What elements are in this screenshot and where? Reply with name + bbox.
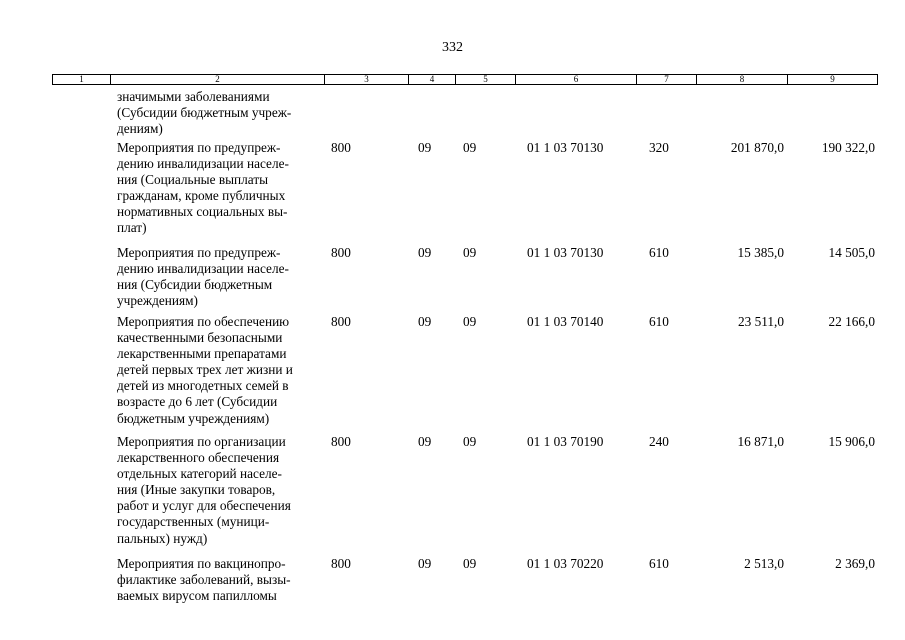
- col8-value: 23 511,0: [737, 314, 784, 329]
- header-col-4: 4: [409, 75, 456, 84]
- description-line: бюджетным учреждениям): [117, 410, 270, 426]
- col9-value: 2 369,0: [835, 556, 875, 571]
- description-line: дениям): [117, 121, 163, 137]
- description-line: ния (Социальные выплаты: [117, 172, 269, 188]
- description-line: значимыми заболеваниями: [117, 89, 270, 104]
- header-col-6: 6: [516, 75, 637, 84]
- header-col-3: 3: [325, 75, 409, 84]
- col6-value: 01 1 03 70130: [527, 245, 604, 260]
- description-line: нормативных социальных вы-: [117, 204, 288, 220]
- table-header: [52, 74, 878, 85]
- description-line: возрасте до 6 лет (Субсидии: [117, 394, 278, 410]
- description-line: филактике заболеваний, вызы-: [117, 572, 291, 588]
- description-line: качественными безопасными: [117, 330, 283, 346]
- description-line: Мероприятия по обеспечению: [117, 314, 290, 329]
- row-description: [117, 140, 322, 237]
- col8-value: 201 870,0: [730, 140, 784, 155]
- row-description: [117, 89, 322, 137]
- col6-value: 01 1 03 70220: [527, 556, 604, 571]
- col7-value: 610: [649, 556, 669, 571]
- col3-value: 800: [331, 434, 351, 449]
- col3-value: 800: [331, 314, 351, 329]
- col7-value: 610: [649, 314, 669, 329]
- col4-value: 09: [418, 434, 432, 449]
- col8-value: 2 513,0: [744, 556, 784, 571]
- description-line: Мероприятия по предупреж-: [117, 140, 281, 155]
- header-col-2: 2: [111, 75, 325, 84]
- col6-value: 01 1 03 70140: [527, 314, 604, 329]
- col8-value: 15 385,0: [737, 245, 784, 260]
- row-description: [117, 556, 322, 604]
- description-line: отдельных категорий населе-: [117, 466, 282, 482]
- header-col-5: 5: [456, 75, 516, 84]
- col8-value: 16 871,0: [737, 434, 784, 449]
- description-line: учреждениям): [117, 293, 198, 309]
- col6-value: 01 1 03 70130: [527, 140, 604, 155]
- col5-value: 09: [463, 314, 477, 329]
- description-line: ваемых вирусом папилломы: [117, 588, 277, 604]
- description-line: гражданам, кроме публичных: [117, 188, 286, 204]
- col9-value: 14 505,0: [828, 245, 875, 260]
- col9-value: 190 322,0: [821, 140, 875, 155]
- description-line: ния (Иные закупки товаров,: [117, 482, 276, 498]
- col4-value: 09: [418, 245, 432, 260]
- col7-value: 240: [649, 434, 669, 449]
- col9-value: 15 906,0: [828, 434, 875, 449]
- header-col-9: 9: [830, 74, 835, 84]
- description-line: дению инвалидизации населе-: [117, 156, 289, 172]
- page-number: 332: [442, 40, 463, 55]
- description-line: детей из многодетных семей в: [117, 378, 289, 394]
- description-line: Мероприятия по организации: [117, 434, 286, 449]
- description-line: плат): [117, 220, 147, 236]
- description-line: работ и услуг для обеспечения: [117, 498, 291, 514]
- col5-value: 09: [463, 434, 477, 449]
- row-description: [117, 314, 322, 427]
- description-line: Мероприятия по предупреж-: [117, 245, 281, 260]
- description-line: (Субсидии бюджетным учреж-: [117, 105, 292, 121]
- col9-value: 22 166,0: [828, 314, 875, 329]
- header-col-1: 1: [53, 75, 111, 84]
- col3-value: 800: [331, 140, 351, 155]
- description-line: ния (Субсидии бюджетным: [117, 277, 273, 293]
- col5-value: 09: [463, 140, 477, 155]
- col6-value: 01 1 03 70190: [527, 434, 604, 449]
- description-line: лекарственного обеспечения: [117, 450, 280, 466]
- col5-value: 09: [463, 556, 477, 571]
- col5-value: 09: [463, 245, 477, 260]
- row-description: [117, 245, 322, 309]
- description-line: пальных) нужд): [117, 530, 208, 546]
- col3-value: 800: [331, 556, 351, 571]
- description-line: Мероприятия по вакцинопро-: [117, 556, 286, 571]
- col3-value: 800: [331, 245, 351, 260]
- col4-value: 09: [418, 140, 432, 155]
- col7-value: 320: [649, 140, 669, 155]
- row-description: [117, 434, 322, 547]
- description-line: лекарственными препаратами: [117, 346, 287, 362]
- description-line: детей первых трех лет жизни и: [117, 362, 293, 378]
- col4-value: 09: [418, 556, 432, 571]
- description-line: государственных (муници-: [117, 514, 270, 530]
- description-line: дению инвалидизации населе-: [117, 261, 289, 277]
- col4-value: 09: [418, 314, 432, 329]
- header-col-8: 8: [697, 75, 788, 84]
- col7-value: 610: [649, 245, 669, 260]
- header-col-7: 7: [637, 75, 697, 84]
